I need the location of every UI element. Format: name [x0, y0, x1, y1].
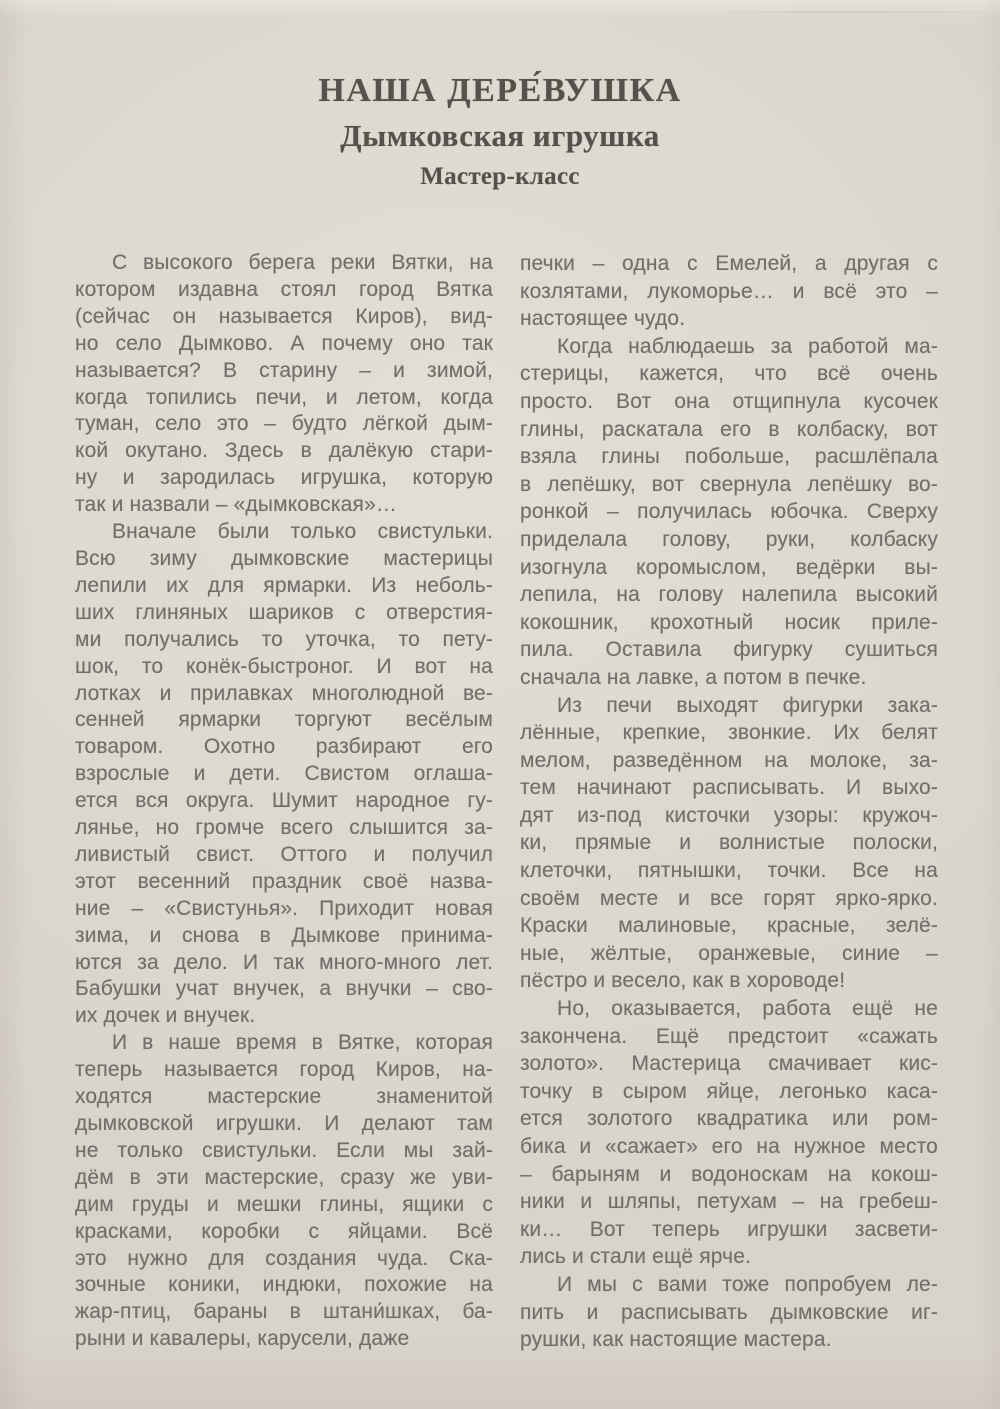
text-line: лепили их для ярмарки. Из неболь-	[75, 573, 493, 597]
text-line: ми получались то уточка, то пету-	[75, 627, 493, 651]
text-line: пить и расписывать дымковские иг-	[520, 1300, 938, 1324]
text-line: дымковской игрушки. И делают там	[75, 1112, 493, 1135]
text-line: товаром. Охотно разбирают его	[75, 735, 493, 759]
paragraph	[520, 1271, 938, 1354]
text-line: ходятся мастерские знаменитой	[75, 1085, 493, 1109]
text-line: не только свистульки. Если мы зай-	[75, 1138, 493, 1162]
paragraph	[75, 519, 493, 1030]
text-line: зочные коники, индюки, похожие на	[75, 1273, 493, 1297]
text-line: этот весенний праздник своё назва-	[75, 869, 493, 893]
text-line: Бабушки учат внучек, а внучки – сво-	[75, 977, 493, 1001]
text-line: козлятами, лукоморье… и всё это –	[520, 279, 938, 303]
right-column	[520, 250, 938, 1354]
text-columns	[75, 250, 938, 1354]
text-line: ки, прямые и волнистые полоски,	[520, 831, 938, 855]
text-line: Но, оказывается, работа ещё не	[557, 997, 938, 1021]
text-line: бика и «сажает» его на нужное место	[520, 1135, 938, 1158]
text-line: – барыням и водоноскам на кокош-	[520, 1162, 938, 1186]
text-line: лянье, но громче всего слышится за-	[75, 816, 493, 840]
text-line: в лепёшку, вот свернула лепёшку во-	[520, 472, 938, 496]
text-line: Вначале были только свистульки.	[112, 520, 493, 544]
text-line: лённые, крепкие, звонкие. Их белят	[520, 721, 938, 745]
text-line: ну и зародилась игрушка, которую	[75, 466, 493, 490]
text-line: ливистый свист. Оттого и получил	[75, 842, 493, 866]
text-line: дём в эти мастерские, сразу же уви-	[75, 1165, 493, 1189]
text-line: зима, и снова в Дымкове принима-	[75, 923, 493, 947]
text-line: настоящее чудо.	[520, 307, 686, 331]
text-line: С высокого берега реки Вятки, на	[112, 251, 493, 274]
text-line: просто. Вот она отщипнула кусочек	[520, 389, 938, 413]
text-line: Из печи выходят фигурки зака-	[557, 693, 938, 717]
text-line: сенней ярмарки торгуют весёлым	[75, 708, 493, 732]
text-line: И мы с вами тоже попробуем ле-	[557, 1272, 938, 1296]
text-line: ные, жёлтые, оранжевые, синие –	[520, 941, 938, 965]
text-line: ших глиняных шариков с отверстия-	[75, 600, 493, 624]
text-line: сначала на лавке, а потом в печке.	[520, 665, 867, 689]
text-line: Краски малиновые, красные, зелё-	[520, 914, 938, 938]
text-line: клеточки, пятнышки, точки. Все на	[520, 859, 938, 883]
text-line: изогнула коромыслом, ведёрки вы-	[520, 555, 938, 579]
text-line: шок, то конёк-быстроног. И вот на	[75, 654, 493, 678]
text-line: но село Дымково. А почему оно так	[75, 331, 493, 355]
paragraph	[520, 250, 938, 333]
text-line: их дочек и внучек.	[75, 1004, 256, 1028]
text-line: теперь называется город Киров, на-	[75, 1058, 493, 1082]
text-line: туман, село это – будто лёгкой дым-	[75, 412, 493, 436]
left-column	[75, 250, 493, 1354]
text-line: ются за дело. И так много-много лет.	[75, 950, 493, 974]
text-line: Когда наблюдаешь за работой ма-	[557, 334, 938, 358]
text-line: лепила, на голову налепила высокий	[520, 583, 938, 607]
text-line: закончена. Ещё предстоит «сажать	[520, 1024, 938, 1048]
text-line: лотках и прилавках многолюдной ве-	[75, 681, 493, 705]
paragraph	[520, 333, 938, 692]
text-line: Всю зиму дымковские мастерицы	[75, 546, 493, 570]
text-line: золото». Мастерица смачивает кис-	[520, 1052, 938, 1076]
text-line: называется? В старину – и зимой,	[75, 358, 493, 382]
text-line: котором издавна стоял город Вятка	[75, 277, 493, 301]
text-line: (сейчас он называется Киров), вид-	[75, 304, 493, 328]
text-line: стерицы, кажется, что всё очень	[520, 362, 938, 386]
text-line: пёстро и весело, как в хороводе!	[520, 969, 846, 993]
text-line: мелом, разведённом на молоке, за-	[520, 748, 938, 772]
paragraph	[75, 250, 493, 519]
text-line: дим груды и мешки глины, ящики с	[75, 1192, 493, 1216]
text-line: приделала голову, руки, колбаску	[520, 527, 938, 551]
text-line: ки… Вот теперь игрушки засвети-	[520, 1217, 938, 1241]
paragraph	[75, 1030, 493, 1353]
text-line: лись и стали ещё ярче.	[520, 1245, 752, 1269]
page-subtitle-secondary: Мастер-класс	[420, 163, 580, 190]
text-line: печки – одна с Емелей, а другая с	[520, 252, 938, 275]
text-line: кокошник, крохотный носик приле-	[520, 610, 938, 634]
text-line: кой окутано. Здесь в далёкую стари-	[75, 439, 493, 463]
paragraph	[520, 692, 938, 996]
page-header	[0, 0, 1000, 250]
text-line: это нужно для создания чуда. Ска-	[75, 1246, 493, 1270]
text-line: ется вся округа. Шумит народное гу-	[75, 789, 493, 813]
paragraph	[520, 995, 938, 1271]
text-line: пила. Оставила фигурку сушиться	[520, 638, 938, 662]
text-line: ние – «Свистунья». Приходит новая	[75, 896, 493, 920]
text-line: красками, коробки с яйцами. Всё	[75, 1219, 493, 1243]
text-line: взяла глины побольше, расшлёпала	[520, 445, 938, 469]
text-line: глины, раскатала его в колбаску, вот	[520, 417, 938, 441]
page-title: НАША ДЕРЕ́ВУШКА	[318, 72, 682, 109]
page-subtitle: Дымковская игрушка	[340, 118, 660, 153]
text-line: И в наше время в Вятке, которая	[112, 1031, 493, 1055]
text-line: своём месте и все горят ярко-ярко.	[520, 886, 938, 910]
text-line: когда топились печи, и летом, когда	[75, 385, 493, 409]
text-line: рыни и кавалеры, карусели, даже	[75, 1327, 410, 1351]
text-line: ронкой – получилась юбочка. Сверху	[520, 500, 938, 524]
text-line: жар-птиц, бараны в штани́шках, ба-	[75, 1300, 493, 1324]
text-line: дят из-под кисточки узоры: кружоч-	[520, 803, 938, 827]
text-line: так и назвали – «дымковская»…	[75, 493, 397, 517]
text-line: ется золотого квадратика или ром-	[520, 1107, 938, 1131]
text-line: точку в сыром яйце, легонько каса-	[520, 1079, 938, 1103]
text-line: рушки, как настоящие мастера.	[520, 1328, 832, 1352]
text-line: тем начинают расписывать. И выхо-	[520, 776, 938, 800]
text-line: взрослые и дети. Свистом оглаша-	[75, 762, 493, 786]
text-line: ники и шляпы, петухам – на гребеш-	[520, 1190, 938, 1214]
